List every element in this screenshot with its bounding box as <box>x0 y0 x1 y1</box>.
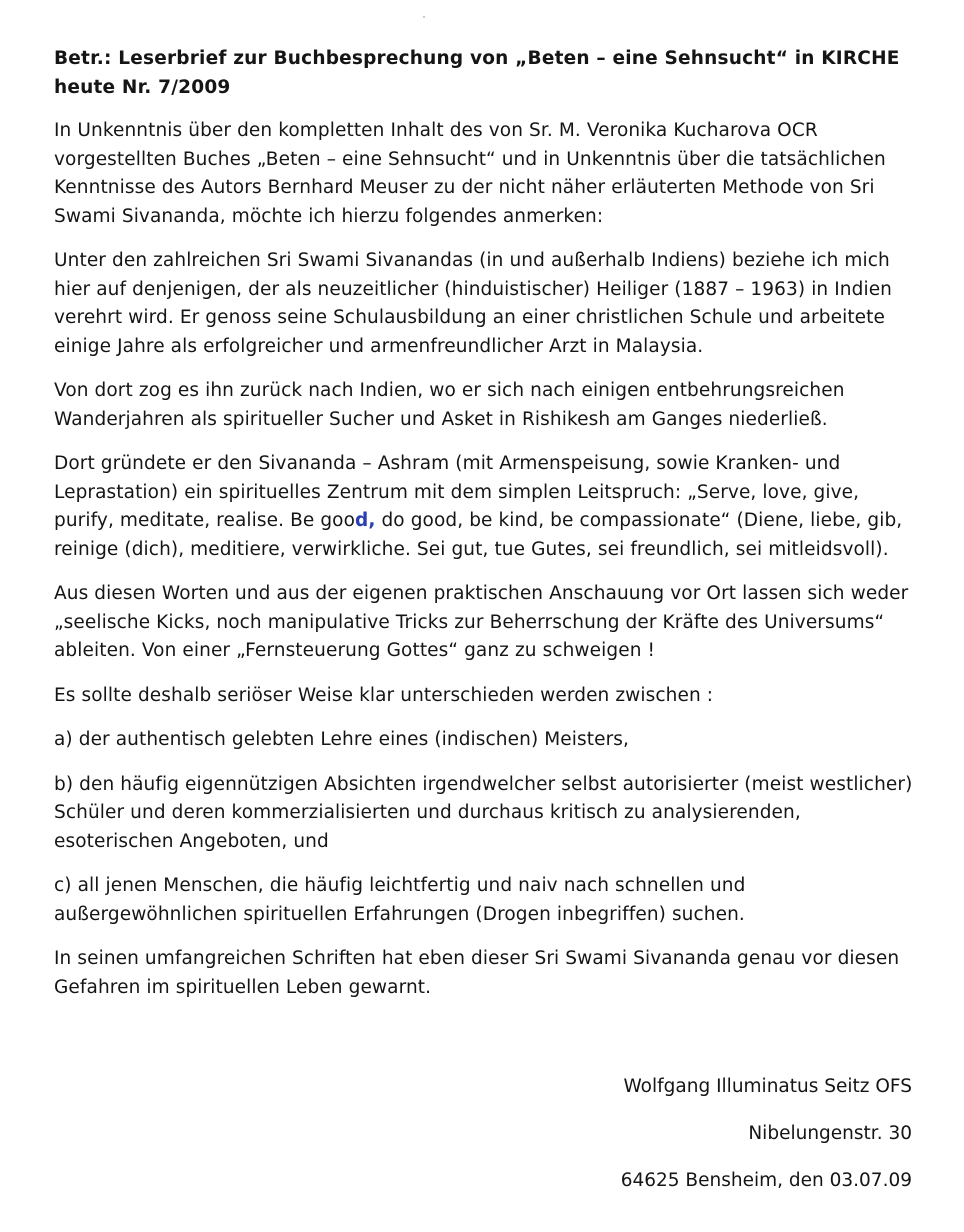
list-item-b: b) den häufig eigennützigen Absichten irgendwelcher selbst autorisierter (meist westlicher) Schüler und deren kommerzialisierten und durchaus kritisch zu analysierenden, esoterischen Angeboten, und <box>54 773 913 852</box>
paragraph-sivananda-bio: Unter den zahlreichen Sri Swami Sivanandas (in und außerhalb Indiens) beziehe ich mich hier auf denjenigen, der als neuzeitlicher (hinduistischer) Heiliger (1887 – 1963) in Indien verehrt wird. Er genoss seine Schulausbildung an einer christlichen Schule und arbeitete einige Jahre als erfolgreicher und armenfreundlicher Arzt in Malaysia. <box>54 250 893 357</box>
signature-street: Nibelungenstr. 30 <box>748 1123 912 1144</box>
paragraph-closing: In seinen umfangreichen Schriften hat eben dieser Sri Swami Sivananda genau vor diesen Gefahren im spirituellen Leben gewarnt. <box>54 948 900 998</box>
list-item-c: c) all jenen Menschen, die häufig leichtfertig und naiv nach schnellen und außergewöhnlichen spirituellen Erfahrungen (Drogen inbegriffen) suchen. <box>54 875 746 925</box>
signature-place-date: 64625 Bensheim, den 03.07.09 <box>620 1170 912 1191</box>
letter-body <box>54 117 922 1018</box>
paragraph-ashram <box>54 450 922 564</box>
paragraph-intro: In Unkenntnis über den kompletten Inhalt des von Sr. M. Veronika Kucharova OCR vorgestellten Buches „Beten – eine Sehnsucht“ und in Unkenntnis über die tatsächlichen Kenntnisse des Autors Bernhard Meuser zu der nicht näher erläuterten Methode von Sri Swami Sivananda, möchte ich hierzu folgendes anmerken: <box>54 120 886 227</box>
signature-name: Wolfgang Illuminatus Seitz OFS <box>623 1076 912 1097</box>
paragraph-no-kicks: Aus diesen Worten und aus der eigenen praktischen Anschauung vor Ort lassen sich weder „seelische Kicks, noch manipulative Tricks zur Beherrschung der Kräfte des Universums“ ableiten. Von einer „Fernsteuerung Gottes“ ganz zu schweigen ! <box>54 583 909 661</box>
paragraph-distinguish: Es sollte deshalb seriöser Weise klar unterschieden werden zwischen : <box>54 684 714 706</box>
ashram-text-part-1: Dort gründete er den Sivananda – Ashram (mit Armenspeisung, sowie Kranken- und Leprastation) <box>54 453 841 503</box>
ashram-text-part-3: do good, be kind, be compassionate“ (Diene, liebe, gib, reinige (dich), meditiere, verwirkliche. Sei gut, tue Gutes, sei freundlich, sei mitleidsvoll). <box>54 510 903 560</box>
signature-block <box>621 1072 912 1213</box>
scan-speck <box>423 16 425 18</box>
ashram-text-part-2: ein spirituelles Zentrum mit dem simplen Leitspruch: „Serve, love, give, purify, meditate, realise. Be goo <box>54 481 860 531</box>
letter-subject: Betr.: Leserbrief zur Buchbesprechung von „Beten – eine Sehnsucht“ in KIRCHE heute Nr. 7/2009 <box>54 48 900 98</box>
handwritten-correction: d, <box>355 510 376 531</box>
list-item-a: a) der authentisch gelebten Lehre eines (indischen) Meisters, <box>54 729 630 750</box>
paragraph-rishikesh: Von dort zog es ihn zurück nach Indien, wo er sich nach einigen entbehrungsreichen Wanderjahren als spiritueller Sucher und Asket in Rishikesh am Ganges niederließ. <box>54 380 845 430</box>
